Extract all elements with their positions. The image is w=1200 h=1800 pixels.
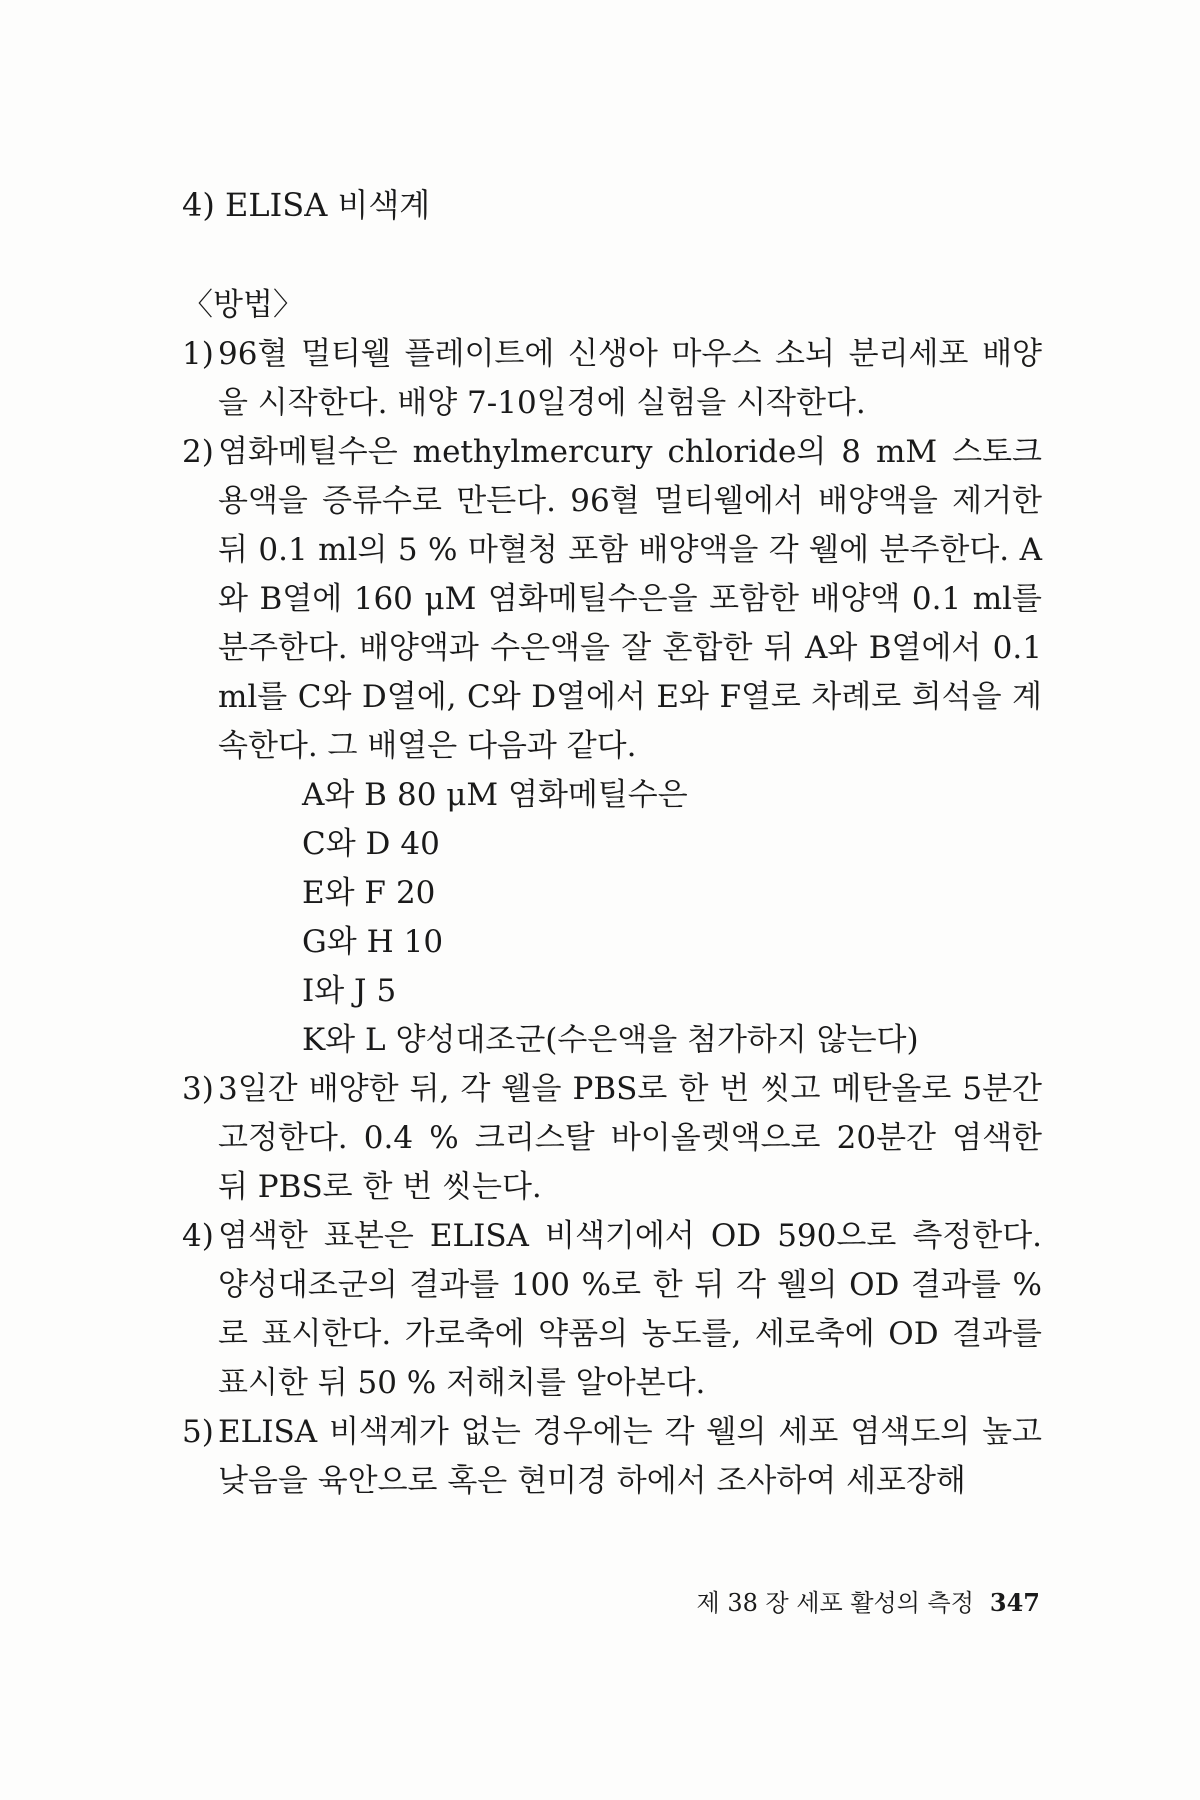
step-text: 염화메틸수은 methylmercury chloride의 8 mM 스토크 용액을 증류수로 만든다. 96혈 멀티웰에서 배양액을 제거한 뒤 0.1 ml의 5 % 마혈청 포함 배양액을 각 웰에 분주한다. A와 B열에 160 μM 염화메틸수은을 포함한 배양액 0.1 ml를 분주한다. 배양액과 수은액을 잘 혼합한 뒤 A와 B열에서 0.1 ml를 C와 D열에, C와 D열에서 E와 F열로 차례로 희석을 계속한다. 그 배열은 다음과 같다. [218, 434, 1042, 764]
page-footer [640, 1583, 1040, 1623]
step-text: ELISA 비색계가 없는 경우에는 각 웰의 세포 염색도의 높고 낮음을 육안으로 혹은 현미경 하에서 조사하여 세포장해 [218, 1414, 1042, 1499]
step-number: 5) [182, 1414, 214, 1450]
step-text: 96혈 멀티웰 플레이트에 신생아 마우스 소뇌 분리세포 배양을 시작한다. 배양 7-10일경에 실험을 시작한다. [218, 336, 1042, 421]
dilution-value: 5 [376, 973, 397, 1009]
dilution-item [302, 869, 1042, 918]
step-number: 2) [182, 434, 214, 470]
dilution-item [302, 918, 1042, 967]
step-2 [182, 428, 1042, 1065]
dilution-value: 80 μM 염화메틸수은 [396, 777, 688, 813]
dilution-value: 20 [395, 875, 436, 911]
step-1 [182, 330, 1042, 428]
chapter-title: 제 38 장 세포 활성의 측정 [696, 1589, 974, 1617]
dilution-rows: K와 L [302, 1022, 386, 1058]
procedure-steps [182, 330, 1042, 1506]
dilution-item [302, 771, 1042, 820]
page-number: 347 [989, 1588, 1040, 1617]
step-text: 3일간 배양한 뒤, 각 웰을 PBS로 한 번 씻고 메탄올로 5분간 고정한다. 0.4 % 크리스탈 바이올렛액으로 20분간 염색한 뒤 PBS로 한 번 씻는다. [218, 1071, 1042, 1205]
dilution-value: 양성대조군(수은액을 첨가하지 않는다) [395, 1022, 919, 1058]
step-number: 4) [182, 1218, 214, 1254]
step-5 [182, 1408, 1042, 1506]
page-content [182, 180, 1042, 1506]
dilution-rows: A와 B [302, 777, 387, 813]
step-3 [182, 1065, 1042, 1212]
step-number: 3) [182, 1071, 214, 1107]
dilution-rows: G와 H [302, 924, 394, 960]
step-text: 염색한 표본은 ELISA 비색기에서 OD 590으로 측정한다. 양성대조군의 결과를 100 %로 한 뒤 각 웰의 OD 결과를 %로 표시한다. 가로축에 약품의 농도를, 세로축에 OD 결과를 표시한 뒤 50 % 저해치를 알아본다. [218, 1218, 1042, 1401]
dilution-rows: I와 J [302, 973, 367, 1009]
dilution-value: 10 [403, 924, 444, 960]
dilution-item [302, 820, 1042, 869]
dilution-value: 40 [400, 826, 440, 862]
section-heading: 4) ELISA 비색계 [182, 186, 431, 224]
dilution-item [302, 967, 1042, 1016]
method-label: 〈방법〉 [182, 287, 304, 323]
dilution-list [218, 771, 1042, 1065]
step-4 [182, 1212, 1042, 1408]
step-number: 1) [182, 336, 214, 372]
dilution-rows: C와 D [302, 826, 391, 862]
dilution-item [302, 1016, 1042, 1065]
dilution-rows: E와 F [302, 875, 386, 911]
